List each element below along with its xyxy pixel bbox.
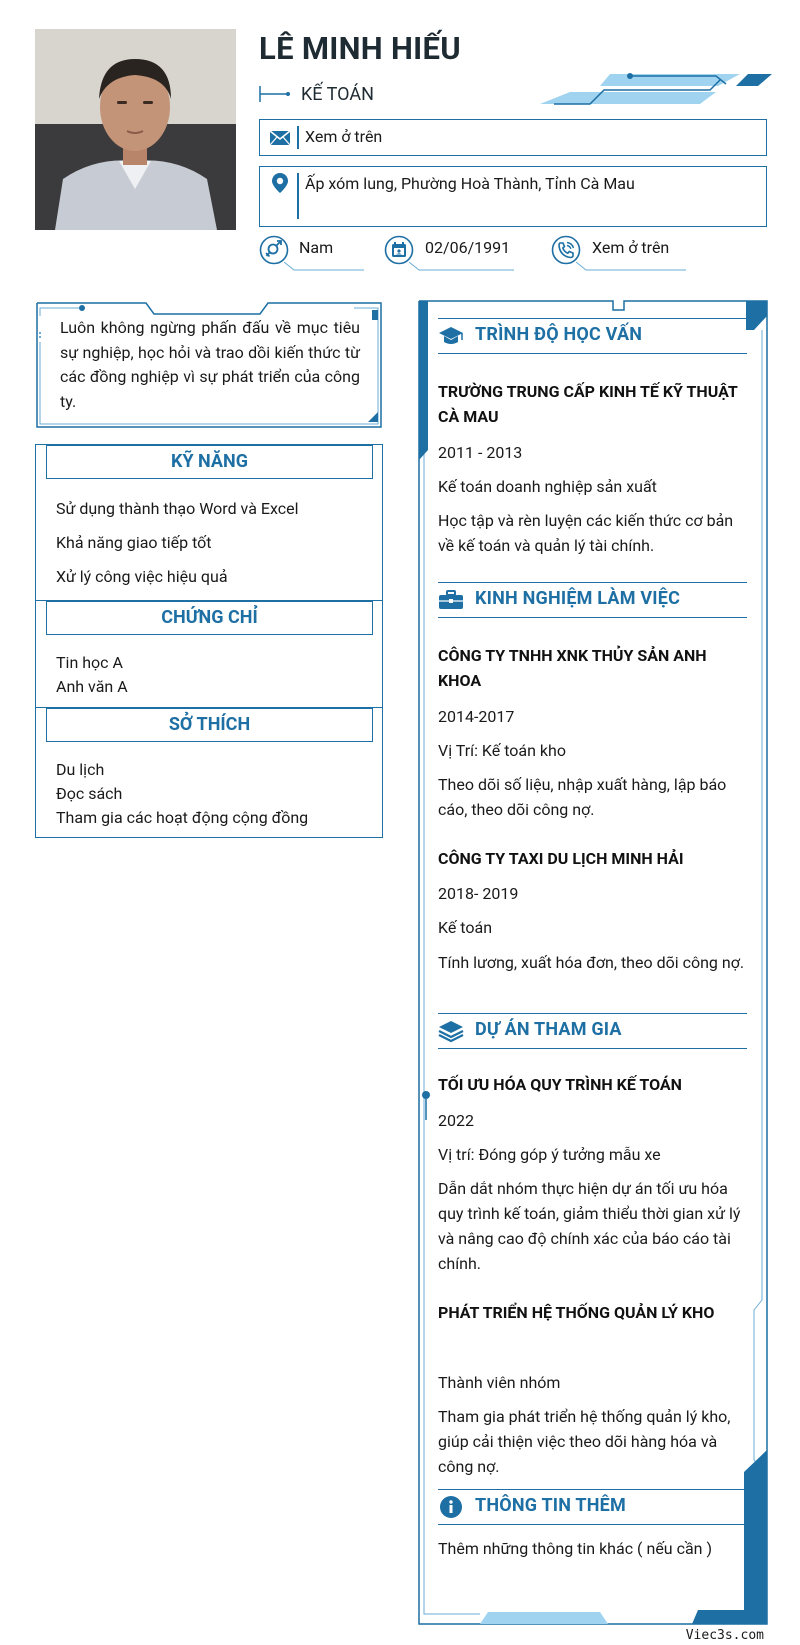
company-name: CÔNG TY TNHH XNK THỦY SẢN ANH KHOA [438,646,707,690]
job-period: 2014-2017 [438,707,515,726]
experience-heading [438,582,747,618]
hobbies-section [35,707,383,838]
email-value: Xem ở trên [305,127,383,146]
skill-item: Xử lý công việc hiệu quả [56,567,228,586]
graduation-cap-icon [438,324,464,348]
project-description: Tham gia phát triển hệ thống quản lý kho, giúp cải thiện việc theo dõi hàng hóa và công nợ. [438,1407,731,1476]
experience-title: KINH NGHIỆM LÀM VIỆC [475,588,681,609]
underline-decoration [576,262,686,272]
education-description: Học tập và rèn luyện các kiến thức cơ bản về kế toán và quản lý tài chính. [438,511,734,555]
separator [297,126,299,149]
job-title: KẾ TOÁN [301,84,374,105]
additional-info-heading [438,1489,747,1525]
job-description: Theo dõi số liệu, nhập xuất hàng, lập báo cáo, theo dõi công nợ. [438,775,727,819]
objective-box [36,302,382,428]
address-field [259,166,767,227]
calendar-icon [384,235,414,265]
footer-brand[interactable]: Viec3s.com [685,1628,764,1643]
project-role: Thành viên nhóm [438,1373,561,1392]
phone-icon [551,235,581,265]
hobbies-heading: SỞ THÍCH [46,708,373,742]
hobby-item: Tham gia các hoạt động cộng đồng [56,808,309,827]
phone-value: Xem ở trên [592,238,670,257]
gender-value: Nam [299,238,334,257]
skills-heading: KỸ NĂNG [46,445,373,479]
skills-section [35,444,383,601]
hobby-item: Du lịch [56,760,105,779]
info-icon [438,1495,464,1519]
underline-decoration [409,262,514,272]
education-title: TRÌNH ĐỘ HỌC VẤN [475,324,643,345]
profile-photo [35,29,236,230]
education-period: 2011 - 2013 [438,443,523,462]
envelope-icon [268,126,292,150]
objective-text: Luôn không ngừng phấn đấu về mục tiêu sự nghiệp, học hỏi và trao dồi kiến thức từ các đồng nghiệp vì sự phát triển của công ty. [60,318,360,411]
projects-title: DỰ ÁN THAM GIA [475,1019,622,1040]
project-description: Dẫn dắt nhóm thực hiện dự án tối ưu hóa quy trình kế toán, giảm thiểu thời gian xử lý và nâng cao độ chính xác của báo cáo tài chính. [438,1179,741,1273]
title-connector-line [259,84,291,104]
projects-heading [438,1013,747,1049]
certificate-item: Anh văn A [56,677,128,696]
job-position: Vị Trí: Kế toán kho [438,741,566,760]
map-pin-icon [268,171,292,195]
separator [297,173,299,219]
project-name: PHÁT TRIỂN HỆ THỐNG QUẢN LÝ KHO [438,1303,715,1322]
header-circuit-decoration [540,70,772,116]
address-value: Ấp xóm lung, Phường Hoà Thành, Tỉnh Cà Mau [305,174,635,193]
skill-item: Sử dụng thành thạo Word và Excel [56,499,299,518]
birthday-value: 02/06/1991 [425,238,511,257]
underline-decoration [284,262,364,272]
certificates-heading: CHỨNG CHỈ [46,601,373,635]
school-name: TRƯỜNG TRUNG CẤP KINH TẾ KỸ THUẬT CÀ MAU [438,382,738,426]
additional-info-text: Thêm những thông tin khác ( nếu cần ) [438,1539,713,1558]
education-heading [438,318,747,354]
education-major: Kế toán doanh nghiệp sản xuất [438,477,657,496]
email-field [259,119,767,156]
project-year: 2022 [438,1111,474,1130]
hobby-item: Đọc sách [56,784,123,803]
company-name: CÔNG TY TAXI DU LỊCH MINH HẢI [438,849,684,868]
avatar [35,29,236,230]
certificates-section [35,600,383,708]
job-position: Kế toán [438,918,493,937]
full-name: LÊ MINH HIẾU [259,30,462,67]
job-description: Tính lương, xuất hóa đơn, theo dõi công nợ. [438,953,745,972]
gender-icon [259,235,289,265]
layers-icon [438,1019,464,1043]
skill-item: Khả năng giao tiếp tốt [56,533,212,552]
project-name: TỐI ƯU HÓA QUY TRÌNH KẾ TOÁN [438,1075,682,1094]
certificate-item: Tin học A [56,653,123,672]
job-period: 2018- 2019 [438,884,519,903]
additional-info-title: THÔNG TIN THÊM [475,1495,626,1516]
project-role: Vị trí: Đóng góp ý tưởng mẫu xe [438,1145,661,1164]
briefcase-icon [438,588,464,612]
